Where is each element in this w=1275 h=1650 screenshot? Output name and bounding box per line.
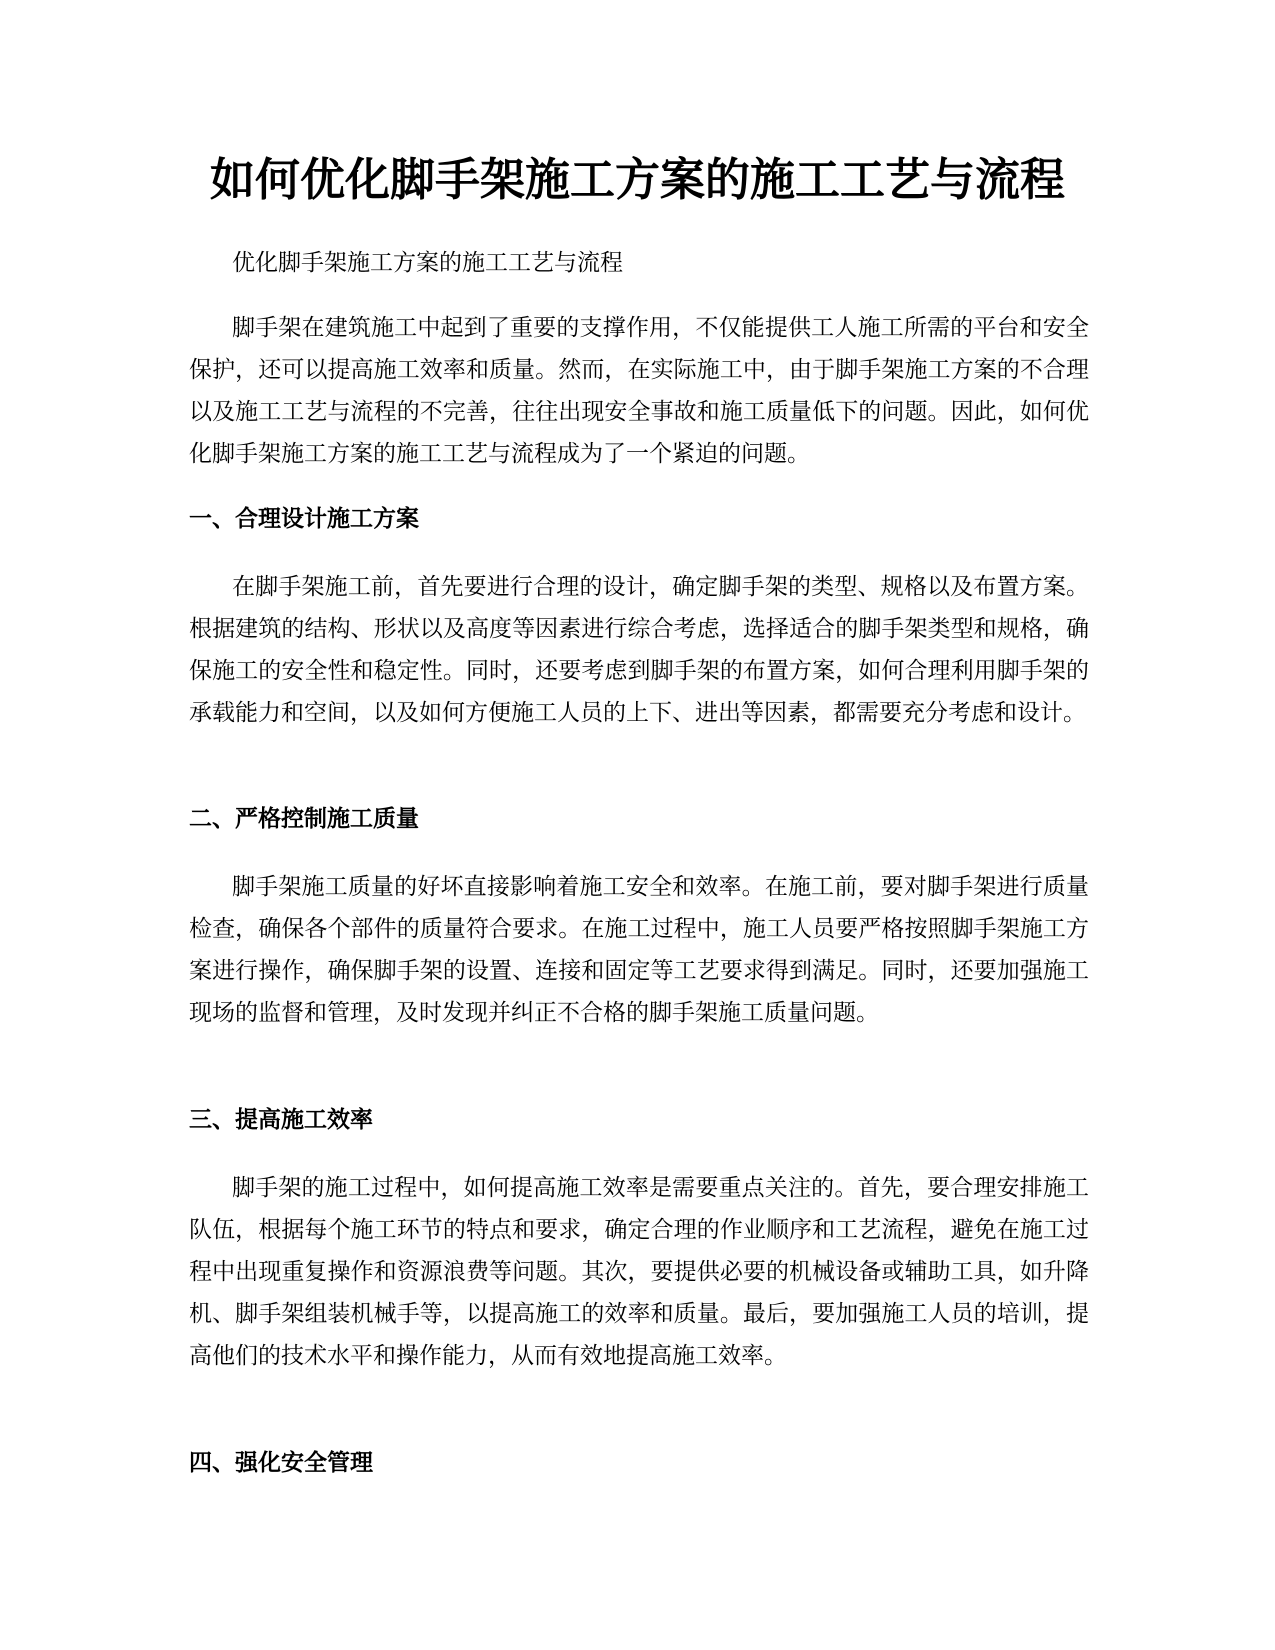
section-heading-1: 一、合理设计施工方案 [189,506,419,532]
document-subtitle: 优化脚手架施工方案的施工工艺与流程 [232,250,623,276]
document-title: 如何优化脚手架施工方案的施工工艺与流程 [209,153,1065,206]
section-heading-4: 四、强化安全管理 [189,1450,373,1476]
intro-paragraph: 脚手架在建筑施工中起到了重要的支撑作用，不仅能提供工人施工所需的平台和安全保护，还可以提高施工效率和质量。然而，在实际施工中，由于脚手架施工方案的不合理以及施工工艺与流程的不完善，往往出现安全事故和施工质量低下的问题。因此，如何优化脚手架施工方案的施工工艺与流程成为了一个紧迫的问题。 [189,315,1089,467]
section-paragraph-1: 在脚手架施工前，首先要进行合理的设计，确定脚手架的类型、规格以及布置方案。根据建筑的结构、形状以及高度等因素进行综合考虑，选择适合的脚手架类型和规格，确保施工的安全性和稳定性。同时，还要考虑到脚手架的布置方案，如何合理利用脚手架的承载能力和空间，以及如何方便施工人员的上下、进出等因素，都需要充分考虑和设计。 [189,574,1089,726]
section-heading-2: 二、严格控制施工质量 [189,806,419,832]
section-paragraph-2: 脚手架施工质量的好坏直接影响着施工安全和效率。在施工前，要对脚手架进行质量检查，确保各个部件的质量符合要求。在施工过程中，施工人员要严格按照脚手架施工方案进行操作，确保脚手架的设置、连接和固定等工艺要求得到满足。同时，还要加强施工现场的监督和管理，及时发现并纠正不合格的脚手架施工质量问题。 [189,874,1089,1026]
section-heading-3: 三、提高施工效率 [189,1107,373,1133]
section-paragraph-3: 脚手架的施工过程中，如何提高施工效率是需要重点关注的。首先，要合理安排施工队伍，根据每个施工环节的特点和要求，确定合理的作业顺序和工艺流程，避免在施工过程中出现重复操作和资源浪费等问题。其次，要提供必要的机械设备或辅助工具，如升降机、脚手架组装机械手等，以提高施工的效率和质量。最后，要加强施工人员的培训，提高他们的技术水平和操作能力，从而有效地提高施工效率。 [189,1175,1089,1369]
